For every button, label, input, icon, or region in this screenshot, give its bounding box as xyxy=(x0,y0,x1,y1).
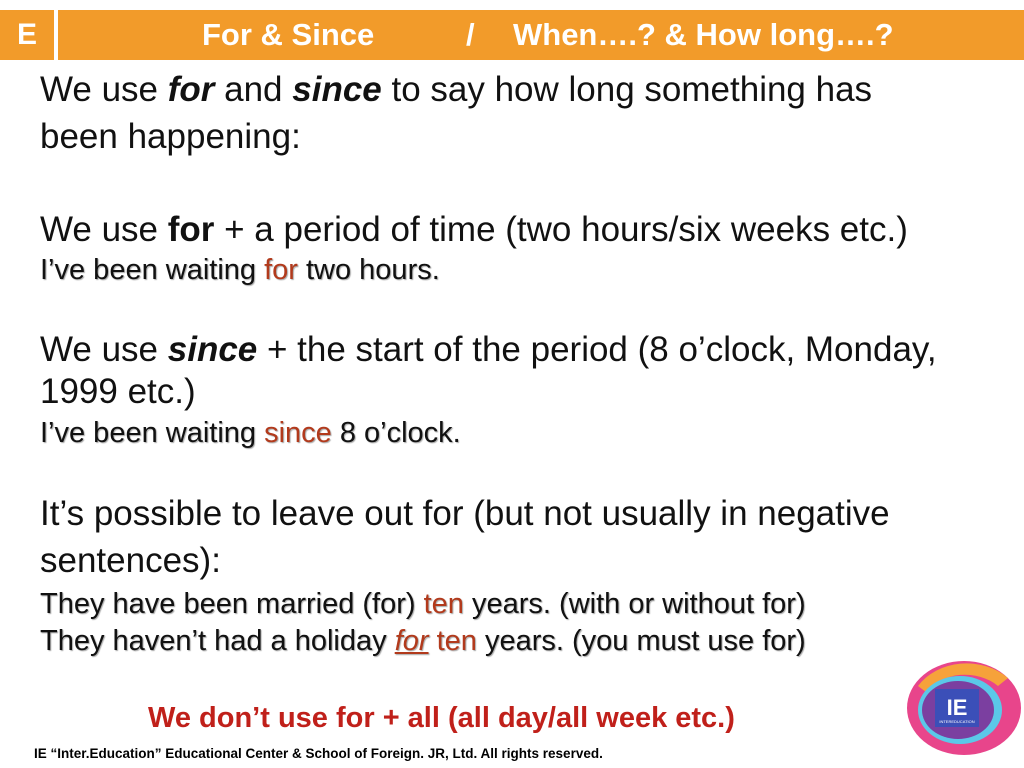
example-text: I’ve been waiting xyxy=(40,254,265,286)
intro-text: to say how long something has xyxy=(381,70,873,109)
intro-text: and xyxy=(214,70,293,109)
example-highlight-for: for xyxy=(394,625,429,657)
rule-text: We use xyxy=(40,210,168,249)
rule-text: + a period of time (two hours/six weeks etc.) xyxy=(214,210,908,249)
for-rule xyxy=(40,208,908,252)
title-bar xyxy=(0,10,1024,60)
logo-letters: IE xyxy=(946,695,968,720)
example-text: I’ve been waiting xyxy=(40,417,265,449)
example-text: They haven’t had a holiday xyxy=(40,625,395,657)
holiday-example xyxy=(40,624,806,658)
example-text: years. (you must use for) xyxy=(476,625,806,657)
example-highlight-ten: ten xyxy=(423,588,464,620)
since-example xyxy=(40,416,461,450)
example-highlight-since: since xyxy=(264,417,332,449)
example-highlight-for: for xyxy=(264,254,298,286)
rule-text: We use xyxy=(40,330,168,369)
final-note: We don’t use for + all (all day/all week etc.) xyxy=(148,702,735,734)
section-letter: E xyxy=(16,18,37,51)
rule-text: + the start of the period (8 o’clock, Monday, xyxy=(257,330,937,369)
intro-line-1 xyxy=(40,68,872,112)
title-separator: / xyxy=(466,17,475,52)
possible-line-2: sentences): xyxy=(40,541,221,580)
example-text: They have been married (for) xyxy=(40,588,424,620)
example-text: 8 o’clock. xyxy=(331,417,461,449)
title-for-since: For & Since xyxy=(202,17,375,52)
since-rule-line-1 xyxy=(40,328,937,372)
rule-keyword-since: since xyxy=(167,330,258,369)
possible-line-1: It’s possible to leave out for (but not usually in negative xyxy=(40,494,890,533)
title-when-how-long: When….? & How long….? xyxy=(513,17,894,52)
since-rule-line-2: 1999 etc.) xyxy=(40,372,196,411)
header-divider xyxy=(54,10,58,60)
example-highlight-ten: ten xyxy=(436,625,477,657)
footer-copyright: IE “Inter.Education” Educational Center & School of Foreign. JR, Ltd. All rights reserved. xyxy=(34,746,603,761)
for-example xyxy=(40,253,440,287)
logo-subtext: INTEREDUCATION xyxy=(939,719,975,724)
example-text xyxy=(429,625,437,657)
intro-keyword-since: since xyxy=(292,70,382,109)
rule-keyword-for: for xyxy=(167,210,215,249)
married-example xyxy=(40,587,806,621)
example-text: two hours. xyxy=(297,254,440,286)
intro-text: We use xyxy=(40,70,168,109)
example-text: years. (with or without for) xyxy=(463,588,806,620)
intro-keyword-for: for xyxy=(167,70,215,109)
intro-line-2: been happening: xyxy=(40,117,301,156)
ie-logo-icon xyxy=(898,656,1022,760)
